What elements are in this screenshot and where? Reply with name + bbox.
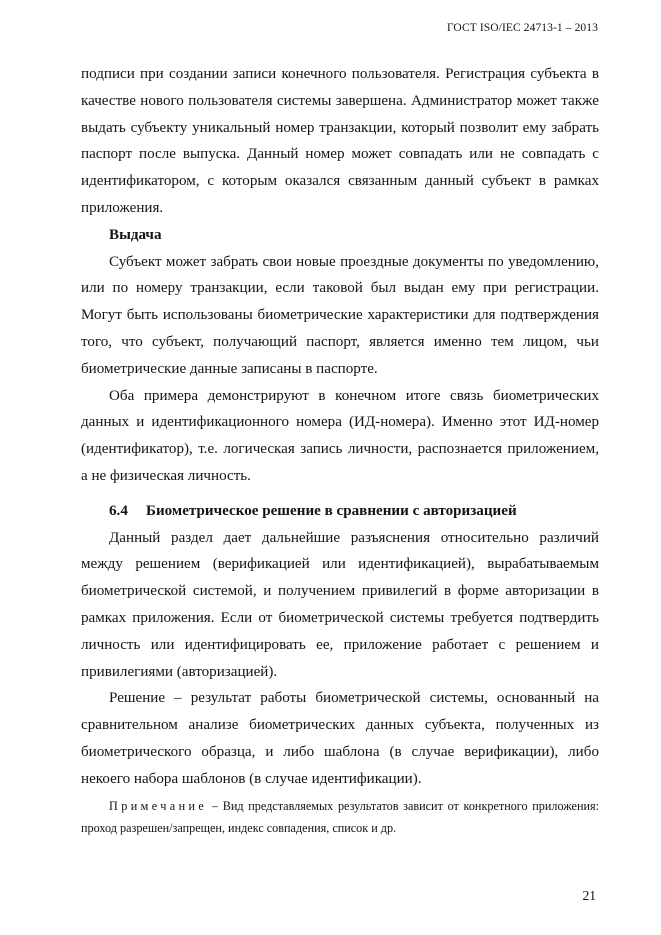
paragraph-section-intro: Данный раздел дает дальнейшие разъяснения относительно различий между решением (верификацией или идентификацией), вырабатываемым биометрической системой, и получением привилегий в форме авторизации в рамках приложения. Если от биометрической системы требуется подтвердить личность или идентифицировать ее, приложение работает с решением и привилегиями (авторизацией).: [81, 529, 599, 680]
section-number: 6.4: [109, 502, 128, 519]
paragraph-decision-definition: Решение – результат работы биометрической системы, основанный на сравнительном анализе биометрических данных субъекта, полученных из биометрического образца, и либо шаблона (в случае верификации), либо некоего набора шаблонов (в случае идентификации).: [81, 690, 599, 787]
paragraph-examples: Оба примера демонстрируют в конечном итоге связь биометрических данных и идентификационного номера (ИД-номера). Именно этот ИД-номер (идентификатор), т.е. логическая запись личности, распознается приложением, а не физическая личность.: [81, 387, 599, 484]
note: [81, 795, 599, 839]
note-label: Примечание: [109, 798, 208, 813]
section-title: Биометрическое решение в сравнении с авторизацией: [146, 502, 517, 519]
document-code-header: ГОСТ ISO/IEC 24713-1 – 2013: [446, 22, 598, 34]
section-heading-6-4: [81, 498, 599, 525]
subheading-issue: Выдача: [109, 226, 162, 243]
note-text: – Вид представляемых результатов зависит от конкретного приложения: проход разрешен/запрещен, индекс совпадения, список и др.: [81, 798, 599, 835]
paragraph-issue: Субъект может забрать свои новые проездные документы по уведомлению, или по номеру транзакции, если таковой был выдан ему при регистрации. Могут быть использованы биометрические характеристики для подтверждения того, что субъект, получающий паспорт, является именно тем лицом, чьи биометрические данные записаны в паспорте.: [81, 253, 599, 377]
page-body: [81, 61, 599, 839]
page-number: 21: [582, 888, 596, 903]
paragraph-registration: подписи при создании записи конечного пользователя. Регистрация субъекта в качестве нового пользователя системы завершена. Администратор может также выдать субъекту уникальный номер транзакции, который позволит ему забрать паспорт после выпуска. Данный номер может совпадать или не совпадать с идентификатором, с которым оказался связанным данный субъект в рамках приложения.: [81, 66, 599, 216]
